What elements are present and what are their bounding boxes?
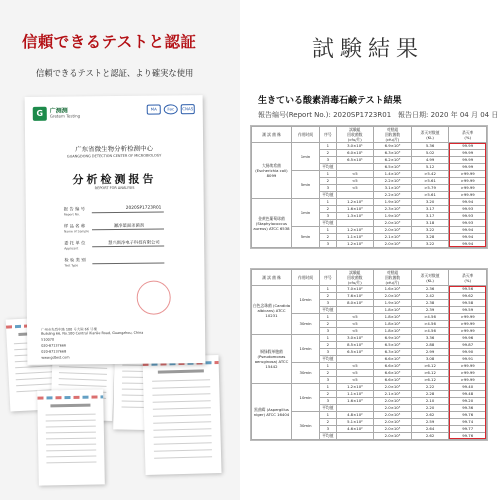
table-cell: 4.99 [411, 157, 449, 164]
table-cell: 2.59 [411, 419, 449, 426]
kill-rate-cell: 99.59 [449, 307, 487, 314]
table-cell: 3 [320, 300, 336, 307]
table-cell: 平均值 [320, 220, 336, 227]
table-cell: 1.6×10³ [336, 206, 374, 213]
cert-address-line: Building 66, No.100 Central Xianlie Road, Guangzhou, China [41, 330, 144, 336]
table-cell [336, 164, 374, 171]
accreditation-badges [147, 104, 195, 115]
table-cell: 8.5×10³ [336, 342, 374, 349]
right-panel [240, 0, 500, 500]
kill-rate-cell: 99.96 [449, 335, 487, 342]
table-cell: 1.4×10⁶ [374, 171, 412, 178]
table-cell: 1.6×10³ [336, 398, 374, 405]
table-cell: 6.9×10⁶ [374, 335, 412, 342]
table-cell: 2.0×10⁶ [374, 241, 412, 248]
table-cell: 2.62 [411, 433, 449, 440]
table-cell: >4.56 [411, 328, 449, 335]
table-cell: 2 [320, 342, 336, 349]
kill-rate-cell: >99.99 [449, 377, 487, 384]
table-cell: 2.62 [411, 412, 449, 419]
table-cell: >4.56 [411, 314, 449, 321]
table-cell: 1 [320, 363, 336, 370]
table-header-cell: 作用时间 [291, 127, 319, 143]
test-report-certificate [25, 95, 206, 365]
table-cell: 2.22 [411, 384, 449, 391]
table-cell: 3.22 [411, 241, 449, 248]
table-header-cell: 作用时间 [291, 270, 319, 286]
cert-field-applicant: 委 托 单 位 慧兴斯净电子科技有限公司 [64, 240, 160, 247]
kill-rate-cell: 99.56 [449, 286, 487, 293]
table-cell: 2.28 [411, 391, 449, 398]
table-cell: 1.1×10³ [336, 234, 374, 241]
time-cell: 10min [291, 335, 319, 363]
cert-field-report-no: 报 告 编 号 2020SP1723R01 [63, 205, 162, 213]
kill-rate-cell: 99.90 [449, 349, 487, 356]
kill-rate-cell: 99.76 [449, 412, 487, 419]
table-cell: 1 [320, 199, 336, 206]
table-cell: 平均值 [320, 307, 336, 314]
table-cell: 6.6×10⁶ [374, 356, 412, 363]
cert-field-report-no-en: Report No. [63, 212, 80, 217]
table-cell: <5 [336, 363, 374, 370]
left-subtitle: 信頼できるテストと認証、より確実な使用 [36, 68, 194, 78]
kill-rate-cell: 99.62 [449, 293, 487, 300]
report-date: 報告日期: 2020 年 04 月 04 日 [398, 111, 499, 119]
table-cell: 2 [320, 419, 336, 426]
table-cell [336, 405, 374, 412]
kill-rate-cell: >99.99 [449, 171, 487, 178]
table-cell: <5 [336, 377, 374, 384]
table-cell: 6.0×10¹ [336, 150, 374, 157]
table-header-cell: 杀灭对数值 (KL) [411, 270, 449, 286]
kill-rate-cell: >99.99 [449, 321, 487, 328]
table-cell: <5 [336, 321, 374, 328]
table-cell: 6.9×10⁶ [374, 143, 412, 150]
table-cell: 1.8×10⁵ [374, 314, 412, 321]
table-cell: 1.2×10³ [336, 199, 374, 206]
table-cell: 6.5×10¹ [336, 157, 374, 164]
kill-rate-cell: 99.74 [449, 419, 487, 426]
table-cell: 2 [320, 234, 336, 241]
table-header-cell: 序号 [320, 270, 336, 286]
table-cell: 2 [320, 150, 336, 157]
table-cell: 3 [320, 377, 336, 384]
cert-thumbnail-5 [142, 355, 221, 475]
table-cell: <5 [336, 370, 374, 377]
table-cell: 平均值 [320, 405, 336, 412]
table-cell [336, 220, 374, 227]
kill-rate-cell: 99.77 [449, 426, 487, 433]
table-cell: 3.28 [411, 234, 449, 241]
report-number: 報告编号(Report No.): 2020SP1723R01 [258, 111, 392, 119]
table-cell: 2.20 [411, 405, 449, 412]
table-cell: 1.2×10³ [336, 384, 374, 391]
table-cell: 1.3×10³ [336, 213, 374, 220]
table-cell [336, 433, 374, 440]
table-cell: 3.17 [411, 206, 449, 213]
strain-cell: 铜绿假单胞菌 (Pseudomonas aeruginosa) ATCC 15442 [252, 335, 292, 384]
time-cell: 30min [291, 363, 319, 384]
table-cell: 5.1×10² [336, 419, 374, 426]
cert-address-line: 广州市先烈中路 100 号大院 66 号楼 [41, 327, 97, 332]
table-cell: 2 [320, 206, 336, 213]
table-cell: 6.5×10⁶ [374, 164, 412, 171]
table-cell: >5.79 [411, 185, 449, 192]
table-cell: 3 [320, 398, 336, 405]
table-cell: 2.39 [411, 307, 449, 314]
table-header-cell: 測 試 菌 株 [252, 270, 292, 286]
strain-cell: 黑曲霉 (Aspergillus niger) ATCC 16404 [252, 384, 292, 440]
cert-address-line: 020-87137668 [41, 349, 67, 354]
table-cell: 2.0×10⁵ [374, 293, 412, 300]
table-cell: <5 [336, 171, 374, 178]
cert-title-cn: 分析检测报告 [72, 172, 157, 187]
table-cell: 6.6×10⁶ [374, 370, 412, 377]
kill-rate-cell: >99.99 [449, 314, 487, 321]
strain-cell: 白色念珠菌 (Candida albicans) ATCC 10231 [252, 286, 292, 335]
table-cell: 3 [320, 157, 336, 164]
table-cell: 平均值 [320, 356, 336, 363]
time-cell: 1min [291, 199, 319, 227]
table-header-cell: 試験組 回收菌数 (cfu/片) [336, 270, 374, 286]
table-cell: 2.2×10⁶ [374, 178, 412, 185]
table-cell: 1.9×10⁵ [374, 300, 412, 307]
table-cell: 1.2×10³ [336, 241, 374, 248]
kill-rate-highlight [449, 143, 486, 247]
left-title: 信頼できるテストと認証 [22, 33, 197, 51]
table-cell: 2 [320, 293, 336, 300]
table-cell: <5 [336, 314, 374, 321]
cert-field-sample-name-en: Name of Sample [63, 229, 89, 234]
time-cell: 10min [291, 286, 319, 314]
kill-rate-cell: 99.93 [449, 213, 487, 220]
table-cell: 1 [320, 412, 336, 419]
table-cell: 2.0×10⁶ [374, 220, 412, 227]
kill-rate-cell: 99.99 [449, 164, 487, 171]
results-heading: 生きている酸素消毒石鹸テスト結果 [258, 96, 402, 106]
cert-org-en: GUANGDONG DETECTION CENTER OF MICROBIOLOGY [66, 153, 162, 159]
left-panel [0, 0, 240, 500]
table-cell [336, 356, 374, 363]
table-cell: 1 [320, 314, 336, 321]
table-cell: 3 [320, 185, 336, 192]
table-cell: 4.6×10² [336, 426, 374, 433]
table-cell: >6.12 [411, 363, 449, 370]
table-cell: 5.12 [411, 164, 449, 171]
time-cell: 30min [291, 314, 319, 335]
official-seal [137, 280, 171, 314]
table-cell: 1.6×10⁵ [374, 286, 412, 293]
table-cell: 1 [320, 143, 336, 150]
cnas-badge-icon: CNAS [181, 104, 195, 114]
table-cell: 1 [320, 227, 336, 234]
kill-rate-cell: 99.94 [449, 227, 487, 234]
kill-rate-cell: >99.99 [449, 185, 487, 192]
table-cell: 3.0×10³ [336, 335, 374, 342]
table-cell: 1.8×10⁵ [374, 328, 412, 335]
table-cell: >5.61 [411, 192, 449, 199]
table-header-cell: 杀灭率 (%) [449, 127, 487, 143]
kill-rate-cell: >99.99 [449, 192, 487, 199]
kill-rate-cell: 99.94 [449, 234, 487, 241]
table-cell: >5.42 [411, 171, 449, 178]
table-cell: >4.56 [411, 321, 449, 328]
table-cell: 1 [320, 286, 336, 293]
table-cell: 6.6×10⁶ [374, 363, 412, 370]
table-header-cell: 杀灭率 (%) [449, 270, 487, 286]
kill-rate-cell: 99.93 [449, 220, 487, 227]
kill-rate-cell: 99.94 [449, 199, 487, 206]
table-cell: 6.2×10⁶ [374, 157, 412, 164]
table-cell: 6.3×10⁶ [374, 349, 412, 356]
table-cell: 2 [320, 178, 336, 185]
table-cell: 6.3×10⁶ [374, 150, 412, 157]
table-header-cell: 杀灭对数值 (KL) [411, 127, 449, 143]
table-cell: >6.12 [411, 370, 449, 377]
cert-thumbnail-3 [37, 389, 105, 485]
table-cell: 7.6×10² [336, 293, 374, 300]
kill-rate-cell: >99.99 [449, 363, 487, 370]
table-cell: 2.36 [411, 286, 449, 293]
table-cell: 3 [320, 426, 336, 433]
table-cell: 2.0×10⁵ [374, 384, 412, 391]
table-header-cell: 試験組 回收菌数 (cfu/片) [336, 127, 374, 143]
table-cell: 2.0×10⁵ [374, 412, 412, 419]
table-cell: 1.2×10³ [336, 227, 374, 234]
kill-rate-highlight [449, 286, 486, 439]
time-cell: 10min [291, 384, 319, 412]
table-cell: 2.0×10⁵ [374, 426, 412, 433]
table-cell: 1.8×10⁵ [374, 321, 412, 328]
table-header-cell: 測 試 菌 株 [252, 127, 292, 143]
table-cell: 6.5×10⁶ [374, 342, 412, 349]
kill-rate-cell: >99.99 [449, 370, 487, 377]
table-cell: 3 [320, 328, 336, 335]
table-cell: 2.42 [411, 293, 449, 300]
cert-field-sample-name: 样 品 名 称 瀬净葉面杀菌剂 [63, 223, 145, 230]
table-cell: 1.1×10³ [336, 391, 374, 398]
table-cell: 1.8×10⁵ [374, 307, 412, 314]
kill-rate-cell: 99.99 [449, 157, 487, 164]
table-cell: 5.36 [411, 143, 449, 150]
kill-rate-cell: 99.76 [449, 433, 487, 440]
kill-rate-cell: 99.91 [449, 356, 487, 363]
cert-field-test-type-en: Test Type [64, 263, 79, 268]
ilac-badge-icon: ilac [164, 104, 178, 114]
table-cell: 3.08 [411, 356, 449, 363]
cma-badge-icon: MA [147, 105, 161, 115]
kill-rate-cell: 99.87 [449, 342, 487, 349]
table-cell: 2.88 [411, 342, 449, 349]
table-cell: 6.6×10⁶ [374, 377, 412, 384]
time-cell: 30min [291, 412, 319, 440]
time-cell: 5min [291, 227, 319, 248]
table-cell: 3.0×10¹ [336, 143, 374, 150]
cert-field-test-type: 检 验 类 别 [64, 258, 86, 264]
table-cell: 2 [320, 391, 336, 398]
table-cell: 3 [320, 213, 336, 220]
table-cell: 3.17 [411, 213, 449, 220]
time-cell: 5min [291, 171, 319, 199]
table-cell: 6.5×10³ [336, 349, 374, 356]
cert-field-applicant-en: Applicant [64, 246, 79, 251]
strain-cell: 大肠埃希菌(Escherichia coli) 8099 [252, 143, 292, 199]
table-cell: 2.0×10⁶ [374, 227, 412, 234]
cert-org-cn: 广东省微生物分析检测中心 [75, 144, 154, 154]
results-table-2 [250, 268, 488, 441]
kill-rate-cell: 99.20 [449, 398, 487, 405]
table-cell: 3 [320, 241, 336, 248]
table-cell: 2.0×10⁵ [374, 398, 412, 405]
table-cell: 8.0×10² [336, 300, 374, 307]
table-cell: 1.9×10⁶ [374, 199, 412, 206]
cert-brand-cn: 广测测 [49, 107, 68, 115]
table-header-cell: 对照組 回收菌数 (cfu/片) [374, 127, 412, 143]
table-cell: 2.2×10⁶ [374, 192, 412, 199]
cert-address-line: www.gdtest.com [41, 355, 70, 360]
kill-rate-cell: 99.36 [449, 405, 487, 412]
cert-address-line: 510070 [41, 337, 55, 342]
table-cell: 2.0×10⁵ [374, 419, 412, 426]
kill-rate-cell: 99.99 [449, 150, 487, 157]
table-cell: 2.1×10⁶ [374, 234, 412, 241]
kill-rate-cell: 99.40 [449, 384, 487, 391]
kill-rate-cell: 99.93 [449, 206, 487, 213]
table-cell: 2.0×10⁵ [374, 433, 412, 440]
table-cell: 4.8×10² [336, 412, 374, 419]
table-cell: 3.20 [411, 199, 449, 206]
table-cell [336, 307, 374, 314]
results-table-1 [250, 125, 488, 249]
cert-address-line: 020-87137666 [41, 343, 67, 348]
table-cell: 1 [320, 384, 336, 391]
table-cell: 3.22 [411, 227, 449, 234]
table-cell: <5 [336, 178, 374, 185]
kill-rate-cell: 99.48 [449, 391, 487, 398]
table-cell: 5.02 [411, 150, 449, 157]
strain-cell: 金黄色葡萄球菌(Staphylococcus aureus) ATCC 6538 [252, 199, 292, 248]
table-cell: 3 [320, 349, 336, 356]
table-cell: 7.0×10² [336, 286, 374, 293]
table-cell [336, 192, 374, 199]
table-cell: 1.9×10⁶ [374, 213, 412, 220]
table-cell: 1 [320, 335, 336, 342]
table-cell: 2.0×10⁵ [374, 405, 412, 412]
table-cell: 3.1×10⁶ [374, 185, 412, 192]
table-cell: 2.64 [411, 426, 449, 433]
results-title: 試験結果 [312, 37, 425, 62]
table-cell: 2 [320, 370, 336, 377]
table-cell: >6.12 [411, 377, 449, 384]
gretem-logo-icon: G [33, 107, 47, 121]
table-cell: >5.61 [411, 178, 449, 185]
table-cell: 平均值 [320, 164, 336, 171]
kill-rate-cell: >99.99 [449, 328, 487, 335]
table-cell: 1 [320, 171, 336, 178]
table-cell: 平均值 [320, 192, 336, 199]
table-cell: <5 [336, 185, 374, 192]
table-cell: 3.18 [411, 220, 449, 227]
table-cell: 2.1×10⁵ [374, 391, 412, 398]
cert-title-en: REPORT FOR ANALYSIS [94, 185, 135, 191]
kill-rate-cell: 99.99 [449, 143, 487, 150]
table-header-cell: 对照組 回收菌数 (cfu/片) [374, 270, 412, 286]
table-cell: 平均值 [320, 433, 336, 440]
table-cell: 2.38 [411, 300, 449, 307]
kill-rate-cell: 99.94 [449, 241, 487, 248]
table-cell: 2.10 [411, 398, 449, 405]
table-cell: <5 [336, 328, 374, 335]
kill-rate-cell: 99.58 [449, 300, 487, 307]
table-cell: 2.3×10⁶ [374, 206, 412, 213]
cert-brand-en: Gretem Testing [49, 113, 81, 119]
table-header-cell: 序号 [320, 127, 336, 143]
table-cell: 3.36 [411, 335, 449, 342]
kill-rate-cell: >99.99 [449, 178, 487, 185]
table-cell: 2 [320, 321, 336, 328]
time-cell: 1min [291, 143, 319, 171]
table-cell: 2.99 [411, 349, 449, 356]
